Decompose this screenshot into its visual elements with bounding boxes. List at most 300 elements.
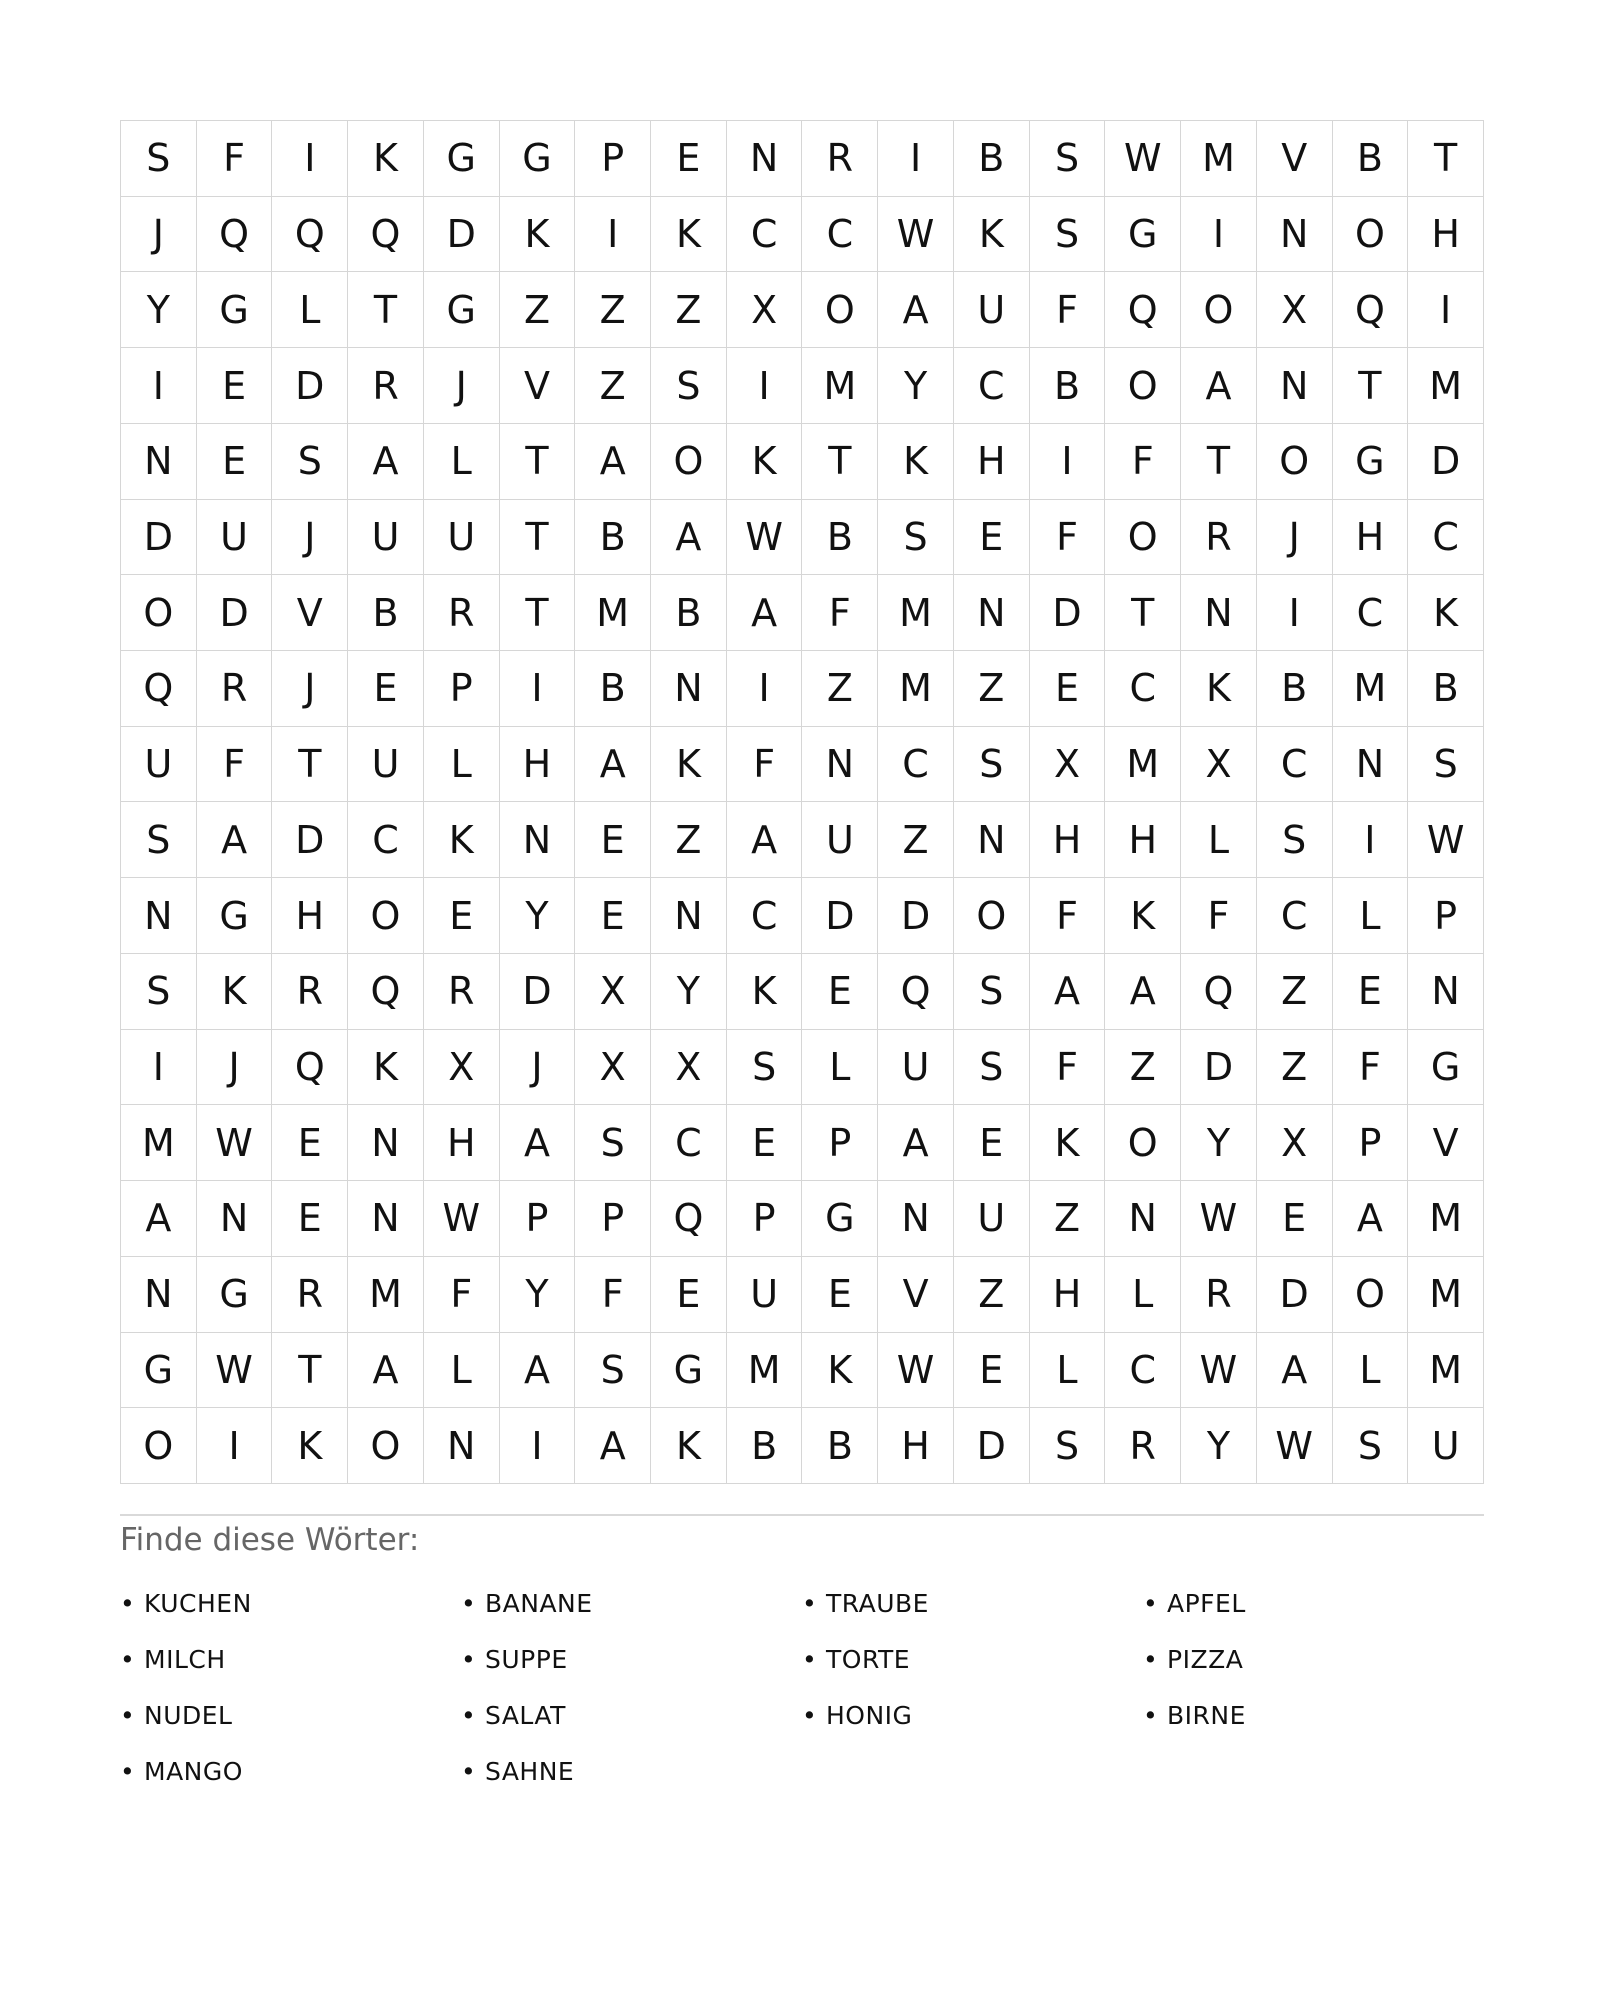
grid-cell[interactable]: T [500,424,576,500]
grid-cell[interactable]: T [1181,424,1257,500]
grid-cell[interactable]: B [575,651,651,727]
grid-cell[interactable]: F [1181,878,1257,954]
grid-cell[interactable]: A [878,1105,954,1181]
grid-cell[interactable]: Z [802,651,878,727]
grid-cell[interactable]: S [727,1030,803,1106]
grid-cell[interactable]: O [651,424,727,500]
grid-cell[interactable]: B [575,500,651,576]
grid-cell[interactable]: M [1408,348,1484,424]
grid-cell[interactable]: E [954,1333,1030,1409]
grid-cell[interactable]: I [1333,802,1409,878]
grid-cell[interactable]: T [272,727,348,803]
grid-cell[interactable]: N [1181,575,1257,651]
grid-cell[interactable]: N [651,878,727,954]
grid-cell[interactable]: X [1181,727,1257,803]
grid-cell[interactable]: V [1257,121,1333,197]
grid-cell[interactable]: Z [651,802,727,878]
grid-cell[interactable]: D [878,878,954,954]
grid-cell[interactable]: O [121,1408,197,1484]
grid-cell[interactable]: K [424,802,500,878]
grid-cell[interactable]: L [1030,1333,1106,1409]
grid-cell[interactable]: Y [878,348,954,424]
grid-cell[interactable]: C [348,802,424,878]
grid-cell[interactable]: L [424,1333,500,1409]
grid-cell[interactable]: F [1030,878,1106,954]
grid-cell[interactable]: M [1105,727,1181,803]
grid-cell[interactable]: S [575,1333,651,1409]
grid-cell[interactable]: M [1408,1181,1484,1257]
grid-cell[interactable]: N [424,1408,500,1484]
grid-cell[interactable]: P [1408,878,1484,954]
grid-cell[interactable]: E [1257,1181,1333,1257]
grid-cell[interactable]: Z [1257,954,1333,1030]
grid-cell[interactable]: X [575,954,651,1030]
grid-cell[interactable]: D [272,802,348,878]
grid-cell[interactable]: S [272,424,348,500]
grid-cell[interactable]: E [197,348,273,424]
grid-cell[interactable]: Q [348,197,424,273]
grid-cell[interactable]: U [121,727,197,803]
grid-cell[interactable]: F [424,1257,500,1333]
grid-cell[interactable]: S [954,727,1030,803]
grid-cell[interactable]: T [1408,121,1484,197]
grid-cell[interactable]: X [1257,1105,1333,1181]
grid-cell[interactable]: V [878,1257,954,1333]
grid-cell[interactable]: E [1030,651,1106,727]
grid-cell[interactable]: M [878,651,954,727]
grid-cell[interactable]: I [121,1030,197,1106]
grid-cell[interactable]: R [272,954,348,1030]
grid-cell[interactable]: I [575,197,651,273]
grid-cell[interactable]: D [1181,1030,1257,1106]
grid-cell[interactable]: D [1408,424,1484,500]
grid-cell[interactable]: R [802,121,878,197]
grid-cell[interactable]: N [954,802,1030,878]
grid-cell[interactable]: D [500,954,576,1030]
grid-cell[interactable]: N [1408,954,1484,1030]
grid-cell[interactable]: I [197,1408,273,1484]
grid-cell[interactable]: Z [1105,1030,1181,1106]
grid-cell[interactable]: H [1105,802,1181,878]
grid-cell[interactable]: H [1030,1257,1106,1333]
grid-cell[interactable]: X [575,1030,651,1106]
grid-cell[interactable]: L [802,1030,878,1106]
grid-cell[interactable]: A [575,1408,651,1484]
grid-cell[interactable]: N [1257,197,1333,273]
grid-cell[interactable]: C [727,197,803,273]
grid-cell[interactable]: M [1408,1333,1484,1409]
grid-cell[interactable]: I [500,1408,576,1484]
grid-cell[interactable]: O [1105,500,1181,576]
grid-cell[interactable]: G [1105,197,1181,273]
grid-cell[interactable]: L [1333,1333,1409,1409]
grid-cell[interactable]: A [1105,954,1181,1030]
grid-cell[interactable]: C [1105,651,1181,727]
grid-cell[interactable]: W [878,1333,954,1409]
grid-cell[interactable]: C [651,1105,727,1181]
grid-cell[interactable]: H [1333,500,1409,576]
grid-cell[interactable]: W [1181,1181,1257,1257]
grid-cell[interactable]: U [1408,1408,1484,1484]
grid-cell[interactable]: L [424,424,500,500]
grid-cell[interactable]: B [802,500,878,576]
grid-cell[interactable]: N [1333,727,1409,803]
grid-cell[interactable]: B [651,575,727,651]
grid-cell[interactable]: O [1333,1257,1409,1333]
grid-cell[interactable]: J [272,500,348,576]
grid-cell[interactable]: R [272,1257,348,1333]
grid-cell[interactable]: Z [878,802,954,878]
grid-cell[interactable]: Q [1333,272,1409,348]
grid-cell[interactable]: U [348,500,424,576]
grid-cell[interactable]: H [878,1408,954,1484]
grid-cell[interactable]: K [651,727,727,803]
grid-cell[interactable]: N [348,1181,424,1257]
grid-cell[interactable]: H [1030,802,1106,878]
grid-cell[interactable]: H [424,1105,500,1181]
grid-cell[interactable]: G [802,1181,878,1257]
grid-cell[interactable]: Y [1181,1105,1257,1181]
grid-cell[interactable]: N [1257,348,1333,424]
grid-cell[interactable]: J [272,651,348,727]
grid-cell[interactable]: M [878,575,954,651]
grid-cell[interactable]: X [1030,727,1106,803]
grid-cell[interactable]: O [348,878,424,954]
grid-cell[interactable]: G [1408,1030,1484,1106]
grid-cell[interactable]: N [121,1257,197,1333]
grid-cell[interactable]: I [1408,272,1484,348]
grid-cell[interactable]: S [1030,197,1106,273]
grid-cell[interactable]: I [500,651,576,727]
grid-cell[interactable]: L [1105,1257,1181,1333]
grid-cell[interactable]: T [348,272,424,348]
grid-cell[interactable]: Q [197,197,273,273]
grid-cell[interactable]: W [1408,802,1484,878]
grid-cell[interactable]: P [802,1105,878,1181]
grid-cell[interactable]: B [1257,651,1333,727]
grid-cell[interactable]: B [954,121,1030,197]
grid-cell[interactable]: X [727,272,803,348]
grid-cell[interactable]: H [1408,197,1484,273]
grid-cell[interactable]: L [424,727,500,803]
grid-cell[interactable]: H [500,727,576,803]
grid-cell[interactable]: Y [1181,1408,1257,1484]
grid-cell[interactable]: I [878,121,954,197]
grid-cell[interactable]: H [954,424,1030,500]
grid-cell[interactable]: T [1105,575,1181,651]
grid-cell[interactable]: W [1181,1333,1257,1409]
grid-cell[interactable]: X [651,1030,727,1106]
grid-cell[interactable]: Z [954,651,1030,727]
grid-cell[interactable]: E [348,651,424,727]
grid-cell[interactable]: I [1181,197,1257,273]
grid-cell[interactable]: E [424,878,500,954]
grid-cell[interactable]: S [954,1030,1030,1106]
grid-cell[interactable]: N [500,802,576,878]
grid-cell[interactable]: C [802,197,878,273]
grid-cell[interactable]: C [1105,1333,1181,1409]
grid-cell[interactable]: P [1333,1105,1409,1181]
grid-cell[interactable]: G [424,121,500,197]
grid-cell[interactable]: V [500,348,576,424]
grid-cell[interactable]: O [1333,197,1409,273]
grid-cell[interactable]: P [575,121,651,197]
grid-cell[interactable]: A [500,1333,576,1409]
grid-cell[interactable]: F [1030,500,1106,576]
grid-cell[interactable]: W [878,197,954,273]
grid-cell[interactable]: T [802,424,878,500]
grid-cell[interactable]: R [197,651,273,727]
grid-cell[interactable]: K [1030,1105,1106,1181]
grid-cell[interactable]: G [121,1333,197,1409]
grid-cell[interactable]: N [348,1105,424,1181]
grid-cell[interactable]: A [1257,1333,1333,1409]
grid-cell[interactable]: K [727,424,803,500]
grid-cell[interactable]: A [348,1333,424,1409]
grid-cell[interactable]: A [500,1105,576,1181]
grid-cell[interactable]: M [121,1105,197,1181]
grid-cell[interactable]: Q [348,954,424,1030]
grid-cell[interactable]: E [651,121,727,197]
grid-cell[interactable]: I [121,348,197,424]
grid-cell[interactable]: E [272,1181,348,1257]
grid-cell[interactable]: U [802,802,878,878]
grid-cell[interactable]: K [954,197,1030,273]
grid-cell[interactable]: T [500,575,576,651]
grid-cell[interactable]: J [197,1030,273,1106]
grid-cell[interactable]: F [1333,1030,1409,1106]
grid-cell[interactable]: U [878,1030,954,1106]
grid-cell[interactable]: G [1333,424,1409,500]
grid-cell[interactable]: B [348,575,424,651]
grid-cell[interactable]: S [954,954,1030,1030]
grid-cell[interactable]: G [500,121,576,197]
grid-cell[interactable]: P [500,1181,576,1257]
grid-cell[interactable]: B [802,1408,878,1484]
grid-cell[interactable]: Z [651,272,727,348]
grid-cell[interactable]: A [1333,1181,1409,1257]
grid-cell[interactable]: U [954,1181,1030,1257]
grid-cell[interactable]: O [1257,424,1333,500]
grid-cell[interactable]: Y [500,1257,576,1333]
grid-cell[interactable]: J [500,1030,576,1106]
grid-cell[interactable]: E [272,1105,348,1181]
grid-cell[interactable]: S [878,500,954,576]
grid-cell[interactable]: L [1333,878,1409,954]
grid-cell[interactable]: K [348,1030,424,1106]
grid-cell[interactable]: D [954,1408,1030,1484]
grid-cell[interactable]: Q [121,651,197,727]
grid-cell[interactable]: U [197,500,273,576]
grid-cell[interactable]: Y [651,954,727,1030]
grid-cell[interactable]: A [575,727,651,803]
grid-cell[interactable]: K [727,954,803,1030]
grid-cell[interactable]: D [1030,575,1106,651]
grid-cell[interactable]: E [954,500,1030,576]
grid-cell[interactable]: S [121,121,197,197]
grid-cell[interactable]: E [651,1257,727,1333]
grid-cell[interactable]: H [272,878,348,954]
grid-cell[interactable]: T [272,1333,348,1409]
grid-cell[interactable]: G [651,1333,727,1409]
grid-cell[interactable]: M [1408,1257,1484,1333]
grid-cell[interactable]: S [575,1105,651,1181]
grid-cell[interactable]: C [1333,575,1409,651]
grid-cell[interactable]: N [802,727,878,803]
grid-cell[interactable]: K [500,197,576,273]
grid-cell[interactable]: P [575,1181,651,1257]
grid-cell[interactable]: E [575,878,651,954]
grid-cell[interactable]: Y [500,878,576,954]
grid-cell[interactable]: R [1105,1408,1181,1484]
grid-cell[interactable]: W [197,1333,273,1409]
grid-cell[interactable]: D [802,878,878,954]
grid-cell[interactable]: Z [575,272,651,348]
grid-cell[interactable]: R [424,954,500,1030]
grid-cell[interactable]: K [197,954,273,1030]
grid-cell[interactable]: Z [1030,1181,1106,1257]
grid-cell[interactable]: X [424,1030,500,1106]
grid-cell[interactable]: B [1030,348,1106,424]
grid-cell[interactable]: P [727,1181,803,1257]
grid-cell[interactable]: K [651,1408,727,1484]
grid-cell[interactable]: L [1181,802,1257,878]
grid-cell[interactable]: O [1105,1105,1181,1181]
grid-cell[interactable]: R [1181,500,1257,576]
grid-cell[interactable]: T [500,500,576,576]
grid-cell[interactable]: F [197,727,273,803]
grid-cell[interactable]: N [651,651,727,727]
grid-cell[interactable]: A [121,1181,197,1257]
grid-cell[interactable]: A [727,802,803,878]
grid-cell[interactable]: K [1408,575,1484,651]
grid-cell[interactable]: Q [1105,272,1181,348]
grid-cell[interactable]: S [121,954,197,1030]
grid-cell[interactable]: A [878,272,954,348]
grid-cell[interactable]: W [1257,1408,1333,1484]
grid-cell[interactable]: A [1181,348,1257,424]
grid-cell[interactable]: U [727,1257,803,1333]
grid-cell[interactable]: E [802,1257,878,1333]
grid-cell[interactable]: A [1030,954,1106,1030]
grid-cell[interactable]: D [272,348,348,424]
grid-cell[interactable]: A [575,424,651,500]
grid-cell[interactable]: Q [878,954,954,1030]
grid-cell[interactable]: Q [272,1030,348,1106]
grid-cell[interactable]: A [727,575,803,651]
grid-cell[interactable]: O [802,272,878,348]
grid-cell[interactable]: P [424,651,500,727]
grid-cell[interactable]: U [348,727,424,803]
grid-cell[interactable]: I [1257,575,1333,651]
grid-cell[interactable]: D [424,197,500,273]
grid-cell[interactable]: S [1333,1408,1409,1484]
grid-cell[interactable]: E [1333,954,1409,1030]
grid-cell[interactable]: M [1181,121,1257,197]
grid-cell[interactable]: V [1408,1105,1484,1181]
grid-cell[interactable]: K [651,197,727,273]
grid-cell[interactable]: I [272,121,348,197]
grid-cell[interactable]: F [575,1257,651,1333]
grid-cell[interactable]: K [1181,651,1257,727]
grid-cell[interactable]: G [197,272,273,348]
grid-cell[interactable]: K [878,424,954,500]
grid-cell[interactable]: X [1257,272,1333,348]
grid-cell[interactable]: C [954,348,1030,424]
grid-cell[interactable]: D [1257,1257,1333,1333]
grid-cell[interactable]: N [954,575,1030,651]
grid-cell[interactable]: N [197,1181,273,1257]
grid-cell[interactable]: S [1030,121,1106,197]
grid-cell[interactable]: A [651,500,727,576]
grid-cell[interactable]: Z [954,1257,1030,1333]
grid-cell[interactable]: K [1105,878,1181,954]
grid-cell[interactable]: N [121,424,197,500]
grid-cell[interactable]: G [197,878,273,954]
grid-cell[interactable]: B [727,1408,803,1484]
grid-cell[interactable]: S [1408,727,1484,803]
grid-cell[interactable]: F [1030,1030,1106,1106]
grid-cell[interactable]: T [1333,348,1409,424]
grid-cell[interactable]: U [424,500,500,576]
grid-cell[interactable]: Z [575,348,651,424]
grid-cell[interactable]: R [424,575,500,651]
grid-cell[interactable]: C [1257,727,1333,803]
grid-cell[interactable]: U [954,272,1030,348]
grid-cell[interactable]: Q [651,1181,727,1257]
grid-cell[interactable]: O [348,1408,424,1484]
grid-cell[interactable]: D [121,500,197,576]
grid-cell[interactable]: Z [1257,1030,1333,1106]
grid-cell[interactable]: M [727,1333,803,1409]
grid-cell[interactable]: Y [121,272,197,348]
grid-cell[interactable]: R [348,348,424,424]
grid-cell[interactable]: W [424,1181,500,1257]
grid-cell[interactable]: M [1333,651,1409,727]
grid-cell[interactable]: O [1181,272,1257,348]
grid-cell[interactable]: N [1105,1181,1181,1257]
grid-cell[interactable]: V [272,575,348,651]
grid-cell[interactable]: L [272,272,348,348]
grid-cell[interactable]: O [1105,348,1181,424]
grid-cell[interactable]: G [197,1257,273,1333]
grid-cell[interactable]: S [651,348,727,424]
grid-cell[interactable]: I [727,651,803,727]
grid-cell[interactable]: G [424,272,500,348]
grid-cell[interactable]: J [1257,500,1333,576]
grid-cell[interactable]: Q [272,197,348,273]
grid-cell[interactable]: K [802,1333,878,1409]
grid-cell[interactable]: M [348,1257,424,1333]
grid-cell[interactable]: B [1333,121,1409,197]
grid-cell[interactable]: R [1181,1257,1257,1333]
grid-cell[interactable]: N [878,1181,954,1257]
grid-cell[interactable]: J [424,348,500,424]
grid-cell[interactable]: E [954,1105,1030,1181]
grid-cell[interactable]: W [197,1105,273,1181]
grid-cell[interactable]: N [727,121,803,197]
grid-cell[interactable]: E [727,1105,803,1181]
grid-cell[interactable]: F [197,121,273,197]
grid-cell[interactable]: O [121,575,197,651]
grid-cell[interactable]: S [121,802,197,878]
grid-cell[interactable]: S [1257,802,1333,878]
grid-cell[interactable]: K [348,121,424,197]
grid-cell[interactable]: E [197,424,273,500]
grid-cell[interactable]: C [1257,878,1333,954]
grid-cell[interactable]: W [1105,121,1181,197]
grid-cell[interactable]: E [802,954,878,1030]
